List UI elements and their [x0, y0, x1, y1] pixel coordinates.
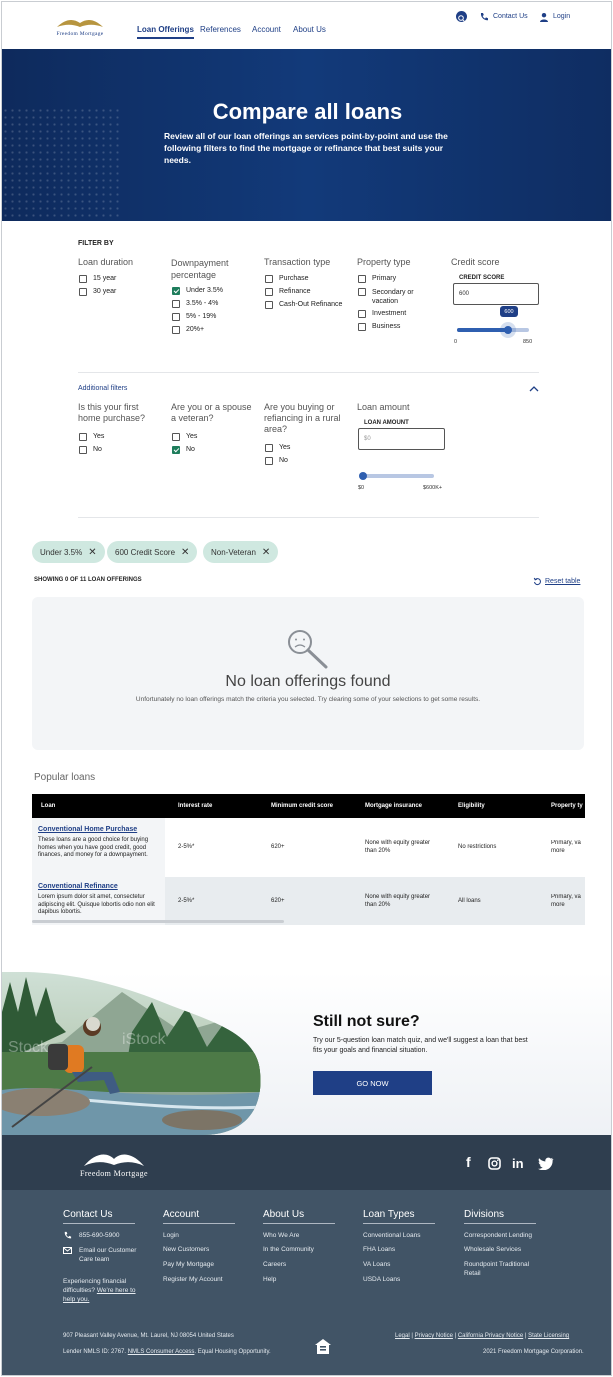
close-icon[interactable]: ✕	[261, 546, 271, 558]
nmls-link[interactable]: NMLS Consumer Access	[127, 1349, 195, 1355]
option-label: Cash-Out Refinance	[279, 301, 343, 308]
checkbox[interactable]	[79, 433, 87, 441]
transaction-option[interactable]	[265, 288, 311, 296]
downpayment-label: Downpayment percentage	[171, 258, 229, 280]
option-label: Investment	[372, 310, 407, 317]
checkbox[interactable]	[265, 444, 273, 452]
checkbox[interactable]	[172, 433, 180, 441]
hero-title: Compare all loans	[212, 99, 403, 124]
checkbox[interactable]	[172, 313, 180, 321]
divider	[78, 517, 539, 518]
svg-text:Stock: Stock	[8, 1039, 49, 1056]
checkbox-checked[interactable]	[172, 287, 180, 295]
option-label: 5% - 19%	[186, 313, 217, 320]
legal-link[interactable]: Legal	[395, 1333, 410, 1339]
checkbox-checked[interactable]	[172, 446, 180, 454]
hero-subtitle: Review all of our loan offerings an services point-by-point and use the following filters to find the mortgage or refinance that best suits your needs.	[164, 131, 448, 165]
login-link[interactable]	[539, 11, 570, 22]
footer-link[interactable]: Pay My Mortgage	[163, 1261, 214, 1268]
footer-about-title: About Us	[263, 1209, 305, 1220]
column-header: Loan	[41, 803, 56, 809]
cta-text: Try our 5-question loan match quiz, and we'll suggest a loan that best fits your goals and financial situation.	[313, 1037, 528, 1054]
property-option[interactable]	[358, 310, 406, 318]
checkbox[interactable]	[358, 288, 366, 296]
chip-label: 600 Credit Score	[115, 547, 176, 557]
reset-table-button[interactable]	[533, 577, 580, 586]
credit-score-value: 600	[459, 291, 470, 297]
filter-chip[interactable]	[203, 541, 278, 563]
property-option[interactable]	[358, 288, 428, 306]
footer-logo[interactable]	[62, 1148, 166, 1180]
footer-phone[interactable]	[63, 1231, 119, 1240]
chip-label: Non-Veteran	[211, 547, 256, 557]
checkbox[interactable]	[265, 457, 273, 465]
property-type: Primary, va more	[551, 840, 581, 854]
loan-amount-label: Loan amount	[357, 402, 410, 412]
linkedin-icon[interactable]: in	[512, 1156, 524, 1171]
difficulty-text: Experiencing financial difficulties?	[63, 1278, 127, 1294]
horizontal-scrollbar[interactable]	[32, 920, 284, 923]
eligibility: No restrictions	[458, 844, 497, 850]
nav-loan-offerings[interactable]: Loan Offerings	[137, 25, 194, 39]
footer-link[interactable]: Register My Account	[163, 1276, 223, 1283]
footer-link[interactable]: Help	[263, 1276, 277, 1283]
close-icon[interactable]: ✕	[181, 546, 190, 558]
mail-icon	[63, 1247, 72, 1255]
chip-label: Under 3.5%	[40, 547, 83, 557]
results-count: SHOWING 0 OF 11 LOAN OFFERINGS	[34, 577, 142, 583]
checkbox[interactable]	[172, 326, 180, 334]
hiker-photo	[2, 972, 264, 1135]
property-option[interactable]	[358, 275, 396, 283]
option-label: Purchase	[279, 275, 309, 282]
contact-us-label: Contact Us	[493, 13, 528, 20]
footer-link[interactable]: Correspondent Lending	[464, 1232, 532, 1239]
checkbox[interactable]	[172, 300, 180, 308]
user-icon	[539, 12, 549, 22]
column-header: Minimum credit score	[271, 803, 334, 809]
instagram-icon[interactable]	[488, 1157, 501, 1170]
credit-score-tooltip: 600	[500, 306, 518, 317]
checkbox[interactable]	[79, 288, 87, 296]
svg-text:iStock: iStock	[122, 1031, 166, 1048]
loan-amount-input[interactable]	[358, 428, 445, 450]
reset-table-label: Reset table	[545, 578, 581, 585]
loan-amount-slider[interactable]	[361, 474, 434, 478]
divider	[163, 1223, 235, 1224]
credit-score-slider-fill	[457, 328, 508, 332]
credit-score-max: 850	[523, 339, 533, 345]
close-icon[interactable]: ✕	[88, 546, 97, 558]
empty-state-subtitle: Unfortunately no loan offerings match the criteria you selected. Try clearing some of your selections to get some results.	[135, 696, 481, 703]
option-label: Secondary or vacation	[372, 289, 414, 305]
footer-contact-title: Contact Us	[63, 1209, 113, 1220]
option-label: No	[93, 446, 102, 453]
divider	[464, 1223, 536, 1224]
footer-difficulty	[63, 1277, 148, 1304]
phone-icon	[479, 12, 489, 22]
email-link: Email our Customer Care team	[79, 1247, 137, 1263]
first-home-label: Is this your first home purchase?	[78, 402, 146, 423]
go-now-button[interactable]: GO NOW	[313, 1071, 432, 1095]
footer-logo-text: Freedom Mortgage	[80, 1169, 148, 1178]
cta-title: Still not sure?	[313, 1013, 420, 1030]
page	[1, 1, 612, 1376]
logo[interactable]	[46, 16, 114, 40]
nav-account[interactable]: Account	[252, 25, 281, 34]
search-icon[interactable]	[456, 11, 467, 22]
column-header: Mortgage insurance	[365, 803, 423, 809]
equal-housing-icon	[314, 1338, 332, 1355]
nav-references[interactable]: References	[200, 25, 241, 34]
mortgage-insurance: None with equity greater than 20%	[365, 840, 431, 854]
loan-amount-max: $600K+	[423, 485, 443, 491]
empty-state-title: No loan offerings found	[225, 673, 391, 690]
eligibility: All loans	[458, 898, 481, 904]
checkbox[interactable]	[79, 446, 87, 454]
california-privacy-link[interactable]: California Privacy Notice	[457, 1333, 524, 1339]
loan-duration-option[interactable]	[79, 288, 116, 296]
option-label: No	[186, 446, 195, 453]
loan-amount-slider-thumb[interactable]	[359, 472, 367, 480]
checkbox[interactable]	[358, 310, 366, 318]
first-home-option[interactable]	[79, 446, 102, 454]
footer-account-title: Account	[163, 1209, 200, 1220]
footer-link[interactable]: USDA Loans	[363, 1276, 401, 1283]
option-label: Yes	[186, 433, 198, 440]
column-header: Interest rate	[178, 803, 213, 809]
transaction-type-label: Transaction type	[264, 257, 331, 267]
option-label: Yes	[93, 433, 105, 440]
transaction-option[interactable]	[265, 275, 309, 283]
footer-legal-links: Legal | Privacy Notice | California Privacy Notice | State Licensing	[395, 1333, 570, 1339]
nav-about-us[interactable]: About Us	[293, 25, 326, 34]
footer-email[interactable]	[63, 1246, 143, 1264]
divider	[78, 372, 539, 373]
property-type: Primary, va more	[551, 894, 581, 908]
loan-duration-label: Loan duration	[78, 257, 134, 267]
footer-link[interactable]: Roundpoint Traditional Retail	[464, 1261, 530, 1277]
footer-link[interactable]: Login	[163, 1232, 179, 1239]
transaction-option[interactable]	[265, 301, 342, 309]
footer-link[interactable]: VA Loans	[363, 1261, 391, 1268]
footer-address: 907 Pleasant Valley Avenue, Mt. Laurel, NJ 08054 United States	[63, 1333, 234, 1339]
checkbox[interactable]	[79, 275, 87, 283]
divider	[263, 1223, 335, 1224]
veteran-label: Are you or a spouse a veteran?	[171, 402, 252, 423]
downpayment-option[interactable]	[172, 326, 204, 334]
veteran-option[interactable]	[172, 433, 197, 441]
option-label: Yes	[279, 444, 291, 451]
option-label: Under 3.5%	[186, 287, 223, 294]
phone-icon	[63, 1231, 72, 1240]
min-credit-score: 620+	[271, 898, 285, 904]
min-credit-score: 620+	[271, 844, 285, 850]
loan-amount-min: $0	[358, 485, 365, 491]
mortgage-insurance: None with equity greater than 20%	[365, 894, 431, 908]
checkbox[interactable]	[265, 275, 273, 283]
credit-score-label: Credit score	[451, 257, 500, 267]
downpayment-option[interactable]	[172, 313, 216, 321]
footer-link[interactable]: Careers	[263, 1261, 287, 1268]
option-label: No	[279, 457, 288, 464]
credit-score-min: 0	[454, 339, 458, 345]
option-label: Primary	[372, 275, 397, 282]
checkbox[interactable]	[265, 288, 273, 296]
footer-link[interactable]: FHA Loans	[363, 1246, 396, 1253]
twitter-icon[interactable]	[538, 1157, 554, 1170]
downpayment-option[interactable]	[172, 300, 218, 308]
column-header: Eligibility	[458, 803, 485, 809]
logo-text: Freedom Mortgage	[56, 31, 104, 37]
interest-rate: 2-5%*	[178, 844, 195, 850]
eagle-icon	[82, 1148, 146, 1170]
additional-filters-toggle[interactable]: Additional filters	[78, 385, 128, 392]
checkbox[interactable]	[358, 323, 366, 331]
credit-score-slider-thumb[interactable]	[504, 326, 512, 334]
footer-divisions-title: Divisions	[464, 1209, 505, 1220]
checkbox[interactable]	[265, 301, 273, 309]
facebook-icon[interactable]: f	[466, 1154, 471, 1170]
loan-description: These loans are a good choice for buying homes when you have good credit, good finances, and money for a downpayment.	[38, 837, 149, 858]
option-label: 30 year	[93, 288, 117, 295]
phone-number: 855-690-5900	[79, 1232, 120, 1239]
rural-option[interactable]	[265, 457, 288, 465]
footer-link[interactable]: Wholesale Services	[464, 1246, 522, 1253]
credit-score-input[interactable]	[453, 283, 539, 305]
loan-amount-caption: LOAN AMOUNT	[364, 420, 409, 426]
property-option[interactable]	[358, 323, 400, 331]
chevron-up-icon[interactable]	[529, 385, 539, 392]
login-label: Login	[553, 13, 571, 20]
eagle-icon	[55, 16, 105, 30]
column-header: Property ty	[551, 803, 583, 809]
credit-score-caption: CREDIT SCORE	[459, 275, 505, 281]
veteran-option[interactable]	[172, 446, 195, 454]
loan-link[interactable]: Conventional Refinance	[38, 883, 118, 890]
rural-option[interactable]	[265, 444, 290, 452]
option-label: 15 year	[93, 275, 117, 282]
option-label: 3.5% - 4%	[186, 300, 219, 307]
reset-icon	[533, 577, 542, 586]
header	[2, 2, 612, 49]
rural-label: Are you buying or refiancing in a rural area?	[264, 402, 341, 434]
help-link[interactable]: We're here to help you.	[63, 1287, 136, 1303]
contact-us-link[interactable]	[479, 11, 528, 22]
first-home-option[interactable]	[79, 433, 104, 441]
footer-loan-types-title: Loan Types	[363, 1209, 415, 1220]
filter-chip[interactable]	[32, 541, 105, 563]
filter-heading: FILTER BY	[78, 240, 114, 247]
footer-link[interactable]: In the Community	[263, 1246, 314, 1253]
footer-link[interactable]: Who We Are	[263, 1232, 300, 1239]
option-label: Refinance	[279, 288, 311, 295]
interest-rate: 2-5%*	[178, 898, 195, 904]
loan-amount-placeholder: $0	[364, 436, 371, 442]
option-label: Business	[372, 323, 401, 330]
divider	[63, 1223, 135, 1224]
footer-link[interactable]: New Customers	[163, 1246, 210, 1253]
loan-description: Lorem ipsum dolor sit amet, consectetur adipiscing elit. Quisque lobortis odio non elit dapibus lobortis.	[38, 894, 155, 915]
sad-magnifier-icon	[286, 628, 330, 670]
loan-duration-option[interactable]	[79, 275, 116, 283]
downpayment-option[interactable]	[172, 287, 223, 295]
checkbox[interactable]	[358, 275, 366, 283]
privacy-notice-link[interactable]: Privacy Notice	[414, 1333, 453, 1339]
state-licensing-link[interactable]: State Licensing	[528, 1333, 570, 1339]
footer-nmls: Lender NMLS ID: 2767. NMLS Consumer Access. Equal Housing Opportunity.	[63, 1349, 271, 1355]
divider	[363, 1223, 435, 1224]
filter-chip[interactable]	[107, 541, 197, 563]
property-type-label: Property type	[357, 257, 411, 267]
popular-loans-title: Popular loans	[34, 772, 96, 783]
footer-link[interactable]: Conventional Loans	[363, 1232, 421, 1239]
loan-link[interactable]: Conventional Home Purchase	[38, 826, 138, 833]
footer-copyright: 2021 Freedom Mortgage Corporation.	[483, 1349, 584, 1355]
option-label: 20%+	[186, 326, 205, 333]
